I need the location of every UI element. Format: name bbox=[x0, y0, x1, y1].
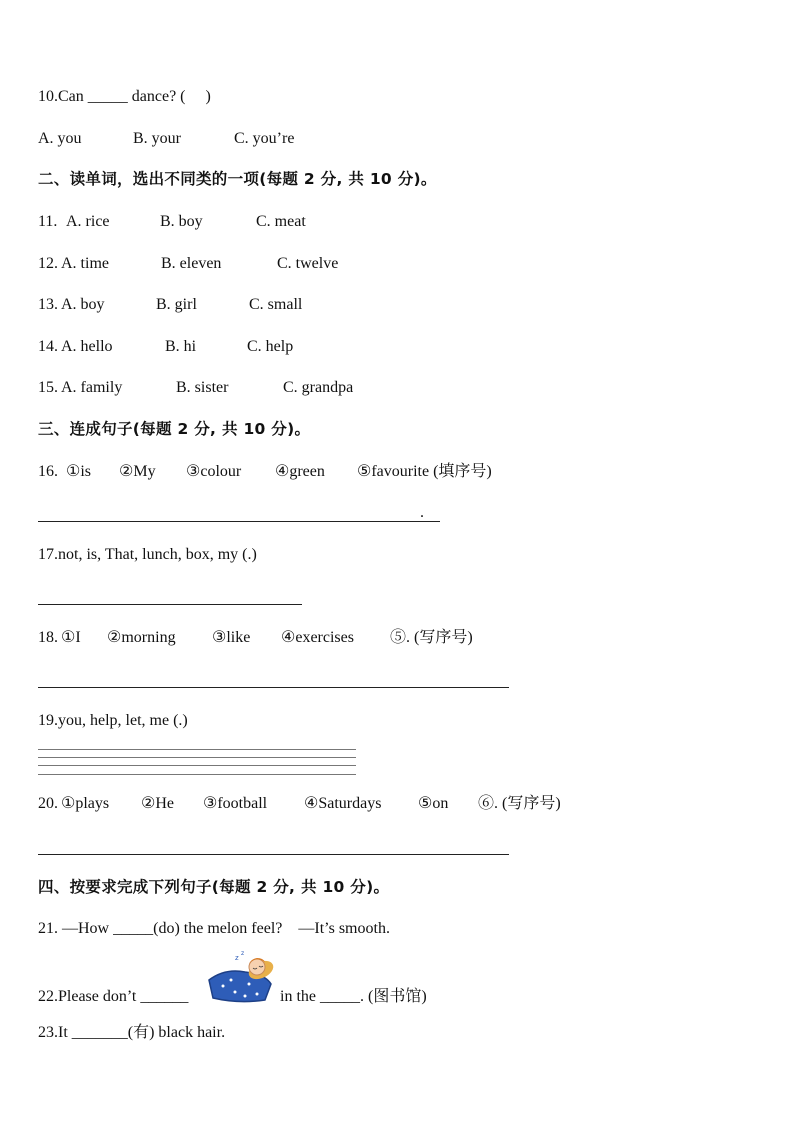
word-1: ①is bbox=[66, 463, 92, 480]
question-number: 13. bbox=[38, 296, 58, 313]
answer-line-20[interactable] bbox=[38, 854, 509, 855]
option-a: A. family bbox=[61, 379, 123, 396]
question-19: 19.you, help, let, me (.) bbox=[38, 712, 188, 729]
question-number: 14. bbox=[38, 338, 58, 355]
section-4-heading: 四、按要求完成下列句子(每题 2 分, 共 10 分)。 bbox=[38, 878, 390, 896]
answer-line-18[interactable] bbox=[38, 687, 509, 688]
option-a: A. you bbox=[38, 130, 82, 147]
option-b: B. eleven bbox=[161, 255, 222, 272]
question-22-after: in the _____. (图书馆) bbox=[280, 988, 427, 1005]
question-number: 18. bbox=[38, 629, 58, 646]
question-number: 16. bbox=[38, 463, 62, 480]
question-15 bbox=[38, 378, 438, 398]
option-c: C. small bbox=[249, 296, 303, 313]
word-4: ④exercises bbox=[281, 629, 354, 646]
question-12 bbox=[38, 254, 438, 274]
word-3: ③colour bbox=[186, 463, 242, 480]
svg-text:z: z bbox=[235, 954, 239, 962]
question-11 bbox=[38, 212, 438, 232]
word-2: ②morning bbox=[107, 629, 176, 646]
word-2: ②He bbox=[141, 795, 174, 812]
word-1: ①plays bbox=[61, 795, 110, 812]
svg-text:z: z bbox=[241, 950, 245, 957]
option-b: B. sister bbox=[176, 379, 229, 396]
word-5: ⑤favourite (填序号) bbox=[357, 463, 492, 480]
option-b: B. girl bbox=[156, 296, 197, 313]
sleeping-child-illustration bbox=[205, 950, 275, 1004]
option-a: A. hello bbox=[61, 338, 113, 355]
question-23: 23.It _______(有) black hair. bbox=[38, 1024, 226, 1041]
question-10-stem: 10.Can _____ dance? ( ) bbox=[38, 88, 211, 105]
writing-line-1[interactable] bbox=[38, 749, 356, 750]
word-6: ⑥. (写序号) bbox=[478, 795, 561, 812]
question-16 bbox=[38, 462, 598, 482]
option-c: C. you’re bbox=[234, 130, 295, 147]
option-b: B. your bbox=[133, 130, 181, 147]
question-17: 17.not, is, That, lunch, box, my (.) bbox=[38, 546, 257, 563]
answer-period: . bbox=[420, 504, 424, 521]
word-4: ④Saturdays bbox=[304, 795, 382, 812]
option-a: A. boy bbox=[61, 296, 105, 313]
writing-line-4[interactable] bbox=[38, 774, 356, 775]
question-number: 15. bbox=[38, 379, 58, 396]
word-5: ⑤. (写序号) bbox=[390, 629, 473, 646]
question-10-options bbox=[38, 129, 438, 149]
section-2-heading: 二、读单词，选出不同类的一项(每题 2 分, 共 10 分)。 bbox=[38, 170, 437, 188]
option-c: C. help bbox=[247, 338, 294, 355]
option-b: B. hi bbox=[165, 338, 197, 355]
question-number: 20. bbox=[38, 795, 58, 812]
question-20 bbox=[38, 794, 638, 814]
section-3-heading: 三、连成句子(每题 2 分, 共 10 分)。 bbox=[38, 420, 311, 438]
writing-line-2[interactable] bbox=[38, 757, 356, 758]
question-22-before: 22.Please don’t ______ bbox=[38, 988, 189, 1005]
question-13 bbox=[38, 295, 438, 315]
question-18 bbox=[38, 628, 598, 648]
option-a: A. time bbox=[61, 255, 109, 272]
writing-line-3[interactable] bbox=[38, 765, 356, 766]
question-number: 12. bbox=[38, 255, 58, 272]
question-21: 21. —How _____(do) the melon feel? —It’s smooth. bbox=[38, 920, 390, 937]
answer-line-16[interactable] bbox=[38, 521, 440, 522]
question-14 bbox=[38, 337, 438, 357]
option-c: C. meat bbox=[256, 213, 306, 230]
answer-line-17[interactable] bbox=[38, 604, 302, 605]
word-1: ①I bbox=[61, 629, 81, 646]
word-5: ⑤on bbox=[418, 795, 449, 812]
option-c: C. grandpa bbox=[283, 379, 354, 396]
word-4: ④green bbox=[275, 463, 325, 480]
word-3: ③football bbox=[203, 795, 268, 812]
option-b: B. boy bbox=[160, 213, 203, 230]
option-a: A. rice bbox=[66, 213, 110, 230]
word-3: ③like bbox=[212, 629, 251, 646]
question-number: 11. bbox=[38, 213, 62, 230]
word-2: ②My bbox=[119, 463, 156, 480]
option-c: C. twelve bbox=[277, 255, 339, 272]
